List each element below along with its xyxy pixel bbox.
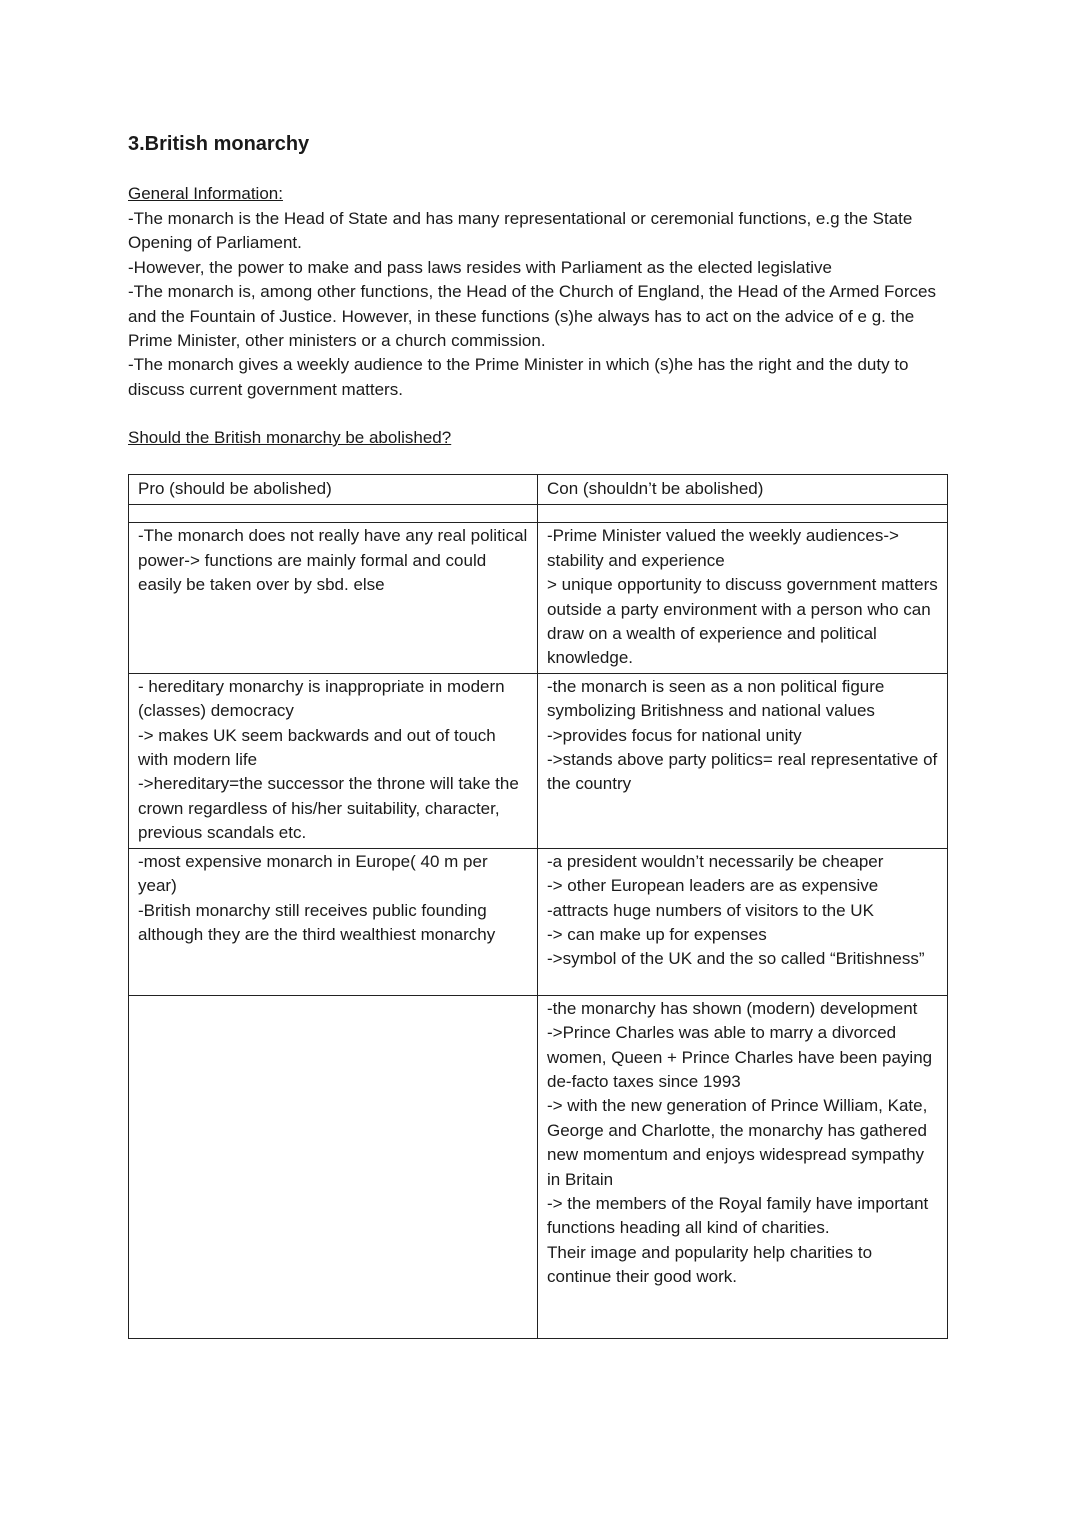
pro-point: -> makes UK seem backwards and out of touch with modern life	[138, 725, 496, 770]
con-cell	[538, 673, 948, 848]
con-point: -> can make up for expenses	[547, 924, 767, 944]
con-point: > unique opportunity to discuss government matters outside a party environment with a person who can draw on a wealth of experience and political knowledge.	[547, 575, 938, 668]
con-point: -the monarchy has shown (modern) development	[547, 998, 918, 1018]
pro-cell	[129, 523, 538, 673]
con-column-header: Con (shouldn’t be abolished)	[538, 475, 948, 505]
general-paragraph: -The monarch gives a weekly audience to the Prime Minister in which (s)he has the right and the duty to discuss current government matters.	[128, 355, 909, 399]
con-point: -> with the new generation of Prince William, Kate, George and Charlotte, the monarchy has gathered new momentum and enjoys widespread sympathy in Britain	[547, 1096, 928, 1189]
pro-point: -The monarch does not really have any real political power-> functions are mainly formal and could easily be taken over by sbd. else	[138, 526, 528, 595]
pro-point: ->hereditary=the successor the throne will take the crown regardless of his/her suitability, character, previous scandals etc.	[138, 774, 519, 843]
pro-point: -British monarchy still receives public founding although they are the third wealthiest monarchy	[138, 900, 496, 944]
table-row	[129, 995, 948, 1338]
document-title: 3.British monarchy	[128, 133, 310, 155]
table-row	[129, 673, 948, 848]
con-point: ->symbol of the UK and the so called “Britishness”	[547, 949, 925, 969]
con-point: -Prime Minister valued the weekly audiences-> stability and experience	[547, 526, 899, 570]
general-paragraph: -However, the power to make and pass laws resides with Parliament as the elected legislative	[128, 257, 832, 277]
spacer-cell	[129, 505, 538, 523]
pro-cell	[129, 673, 538, 848]
con-point: -the monarch is seen as a non political figure symbolizing Britishness and national values	[547, 676, 885, 721]
table-row	[129, 523, 948, 673]
con-point: -a president wouldn’t necessarily be cheaper	[547, 851, 884, 871]
question-heading: Should the British monarchy be abolished?	[128, 428, 452, 447]
con-point: -attracts huge numbers of visitors to the UK	[547, 900, 874, 920]
con-point: -> the members of the Royal family have important functions heading all kind of charities.	[547, 1193, 929, 1238]
pros-cons-table	[128, 474, 948, 1339]
con-point: ->provides focus for national unity	[547, 725, 802, 745]
con-point: -> other European leaders are as expensive	[547, 876, 879, 896]
table-row	[129, 848, 948, 995]
con-cell	[538, 523, 948, 673]
pro-cell	[129, 848, 538, 995]
pro-cell-empty	[129, 995, 538, 1338]
general-information-text	[128, 207, 963, 402]
pro-point: -most expensive monarch in Europe( 40 m per year)	[138, 851, 488, 896]
table-spacer-row	[129, 505, 948, 523]
con-cell	[538, 995, 948, 1338]
general-paragraph: -The monarch is the Head of State and has many representational or ceremonial functions, e.g the State Opening of Parliament.	[128, 209, 913, 253]
con-point: ->stands above party politics= real representative of the country	[547, 750, 938, 794]
con-point: ->Prince Charles was able to marry a divorced women, Queen + Prince Charles have been paying de-facto taxes since 1993	[547, 1023, 933, 1091]
table-header-row	[129, 475, 948, 505]
spacer-cell	[538, 505, 948, 523]
pro-point: - hereditary monarchy is inappropriate in modern (classes) democracy	[138, 676, 505, 721]
con-point: Their image and popularity help charities to continue their good work.	[547, 1242, 873, 1287]
general-paragraph: -The monarch is, among other functions, the Head of the Church of England, the Head of the Armed Forces and the Fountain of Justice. However, in these functions (s)he always has to act on the advice of e g. the Prime Minister, other ministers or a church commission.	[128, 282, 936, 351]
con-cell	[538, 848, 948, 995]
pro-column-header: Pro (should be abolished)	[129, 475, 538, 505]
general-information-heading: General Information:	[128, 184, 283, 203]
